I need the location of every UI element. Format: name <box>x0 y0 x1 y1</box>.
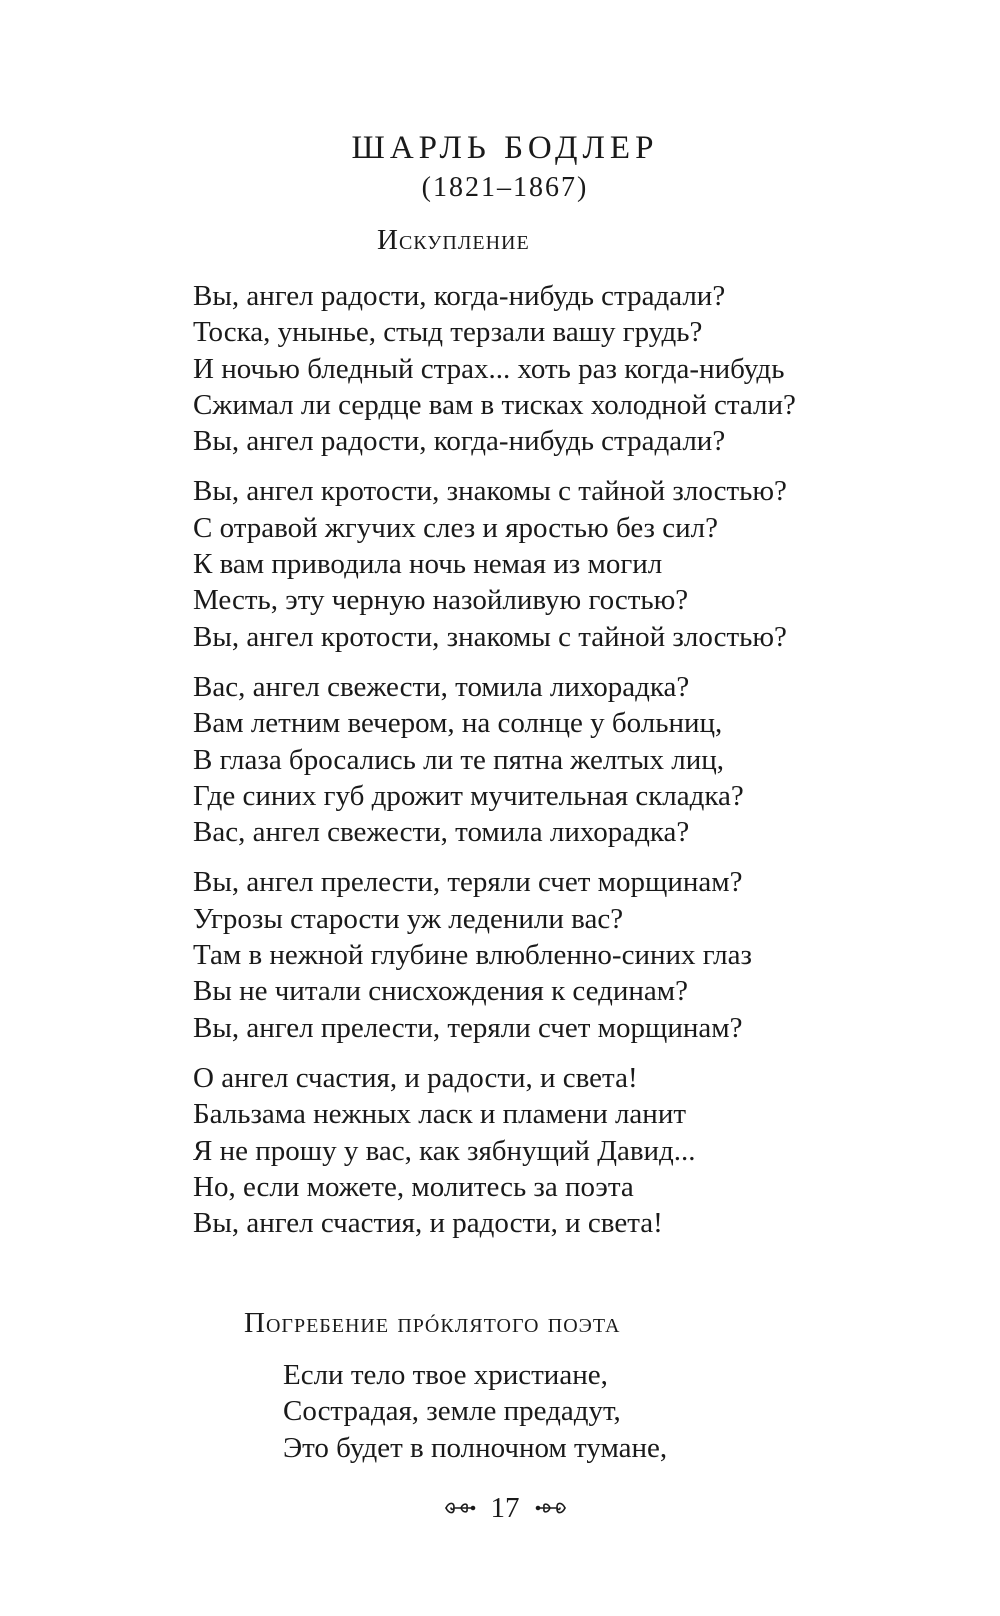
poem-body <box>283 1357 963 1466</box>
poem-line: Я не прошу у вас, как зябнущий Давид... <box>193 1134 696 1167</box>
poem-title: Погребение прóклятого поэта <box>244 1307 621 1339</box>
poem-line: Где синих губ дрожит мучительная складка? <box>193 779 744 812</box>
poem-line: Вы, ангел прелести, теряли счет морщинам? <box>193 1011 743 1044</box>
poem-line: К вам приводила ночь немая из могил <box>193 548 663 581</box>
poem-body <box>193 278 973 1255</box>
poem-line: Месть, эту черную назойливую гостью? <box>193 584 689 617</box>
stanza <box>193 1060 973 1241</box>
poem-line: Вы, ангел счастия, и радости, и света! <box>193 1207 663 1240</box>
poem-line: Вас, ангел свежести, томила лихорадка? <box>193 670 690 703</box>
poem-line: Вас, ангел свежести, томила лихорадка? <box>193 816 690 849</box>
page-footer <box>0 1490 1000 1526</box>
poem-line: Вы, ангел кротости, знакомы с тайной злостью? <box>193 475 787 508</box>
poem-line: Вы, ангел радости, когда-нибудь страдали? <box>193 280 726 312</box>
poem-line: Бальзама нежных ласк и пламени ланит <box>193 1098 687 1131</box>
poem-line: Тоска, унынье, стыд терзали вашу грудь? <box>193 316 703 349</box>
poem-line: Сострадая, земле предадут, <box>283 1395 621 1428</box>
poem-line: Это будет в полночном тумане, <box>283 1431 668 1464</box>
poem-line: Там в нежной глубине влюбленно-синих глаз <box>193 939 752 972</box>
poem-line: И ночью бледный страх... хоть раз когда-нибудь <box>193 352 785 385</box>
poem-line: В глаза бросались ли те пятна желтых лиц, <box>193 743 724 776</box>
poem-line: Но, если можете, молитесь за поэта <box>193 1170 634 1203</box>
author-name: ШАРЛЬ БОДЛЕР <box>351 130 659 166</box>
stanza <box>193 864 973 1045</box>
poem-line: С отравой жгучих слез и яростью без сил? <box>193 511 718 544</box>
poem-line: Вы, ангел кротости, знакомы с тайной злостью? <box>193 620 787 653</box>
stanza <box>193 473 973 654</box>
poem-line: Угрозы старости уж леденили вас? <box>193 902 624 935</box>
fleuron-icon <box>443 1498 477 1518</box>
fleuron-icon <box>534 1498 568 1518</box>
poem-line: Если тело твое христиане, <box>283 1359 608 1391</box>
poem-line: Сжимал ли сердце вам в тисках холодной стали? <box>193 388 796 421</box>
stanza <box>193 669 973 850</box>
stanza <box>193 278 973 459</box>
page-number: 17 <box>490 1492 520 1524</box>
author-years: (1821–1867) <box>421 172 589 203</box>
poem-line: О ангел счастия, и радости, и света! <box>193 1061 638 1094</box>
poem-line: Вы, ангел радости, когда-нибудь страдали? <box>193 425 726 458</box>
poem-line: Вы не читали снисхождения к сединам? <box>193 975 689 1008</box>
poem-title: Искупление <box>377 224 530 256</box>
poem-line: Вам летним вечером, на солнце у больниц, <box>193 707 723 740</box>
poem-line: Вы, ангел прелести, теряли счет морщинам? <box>193 866 743 899</box>
